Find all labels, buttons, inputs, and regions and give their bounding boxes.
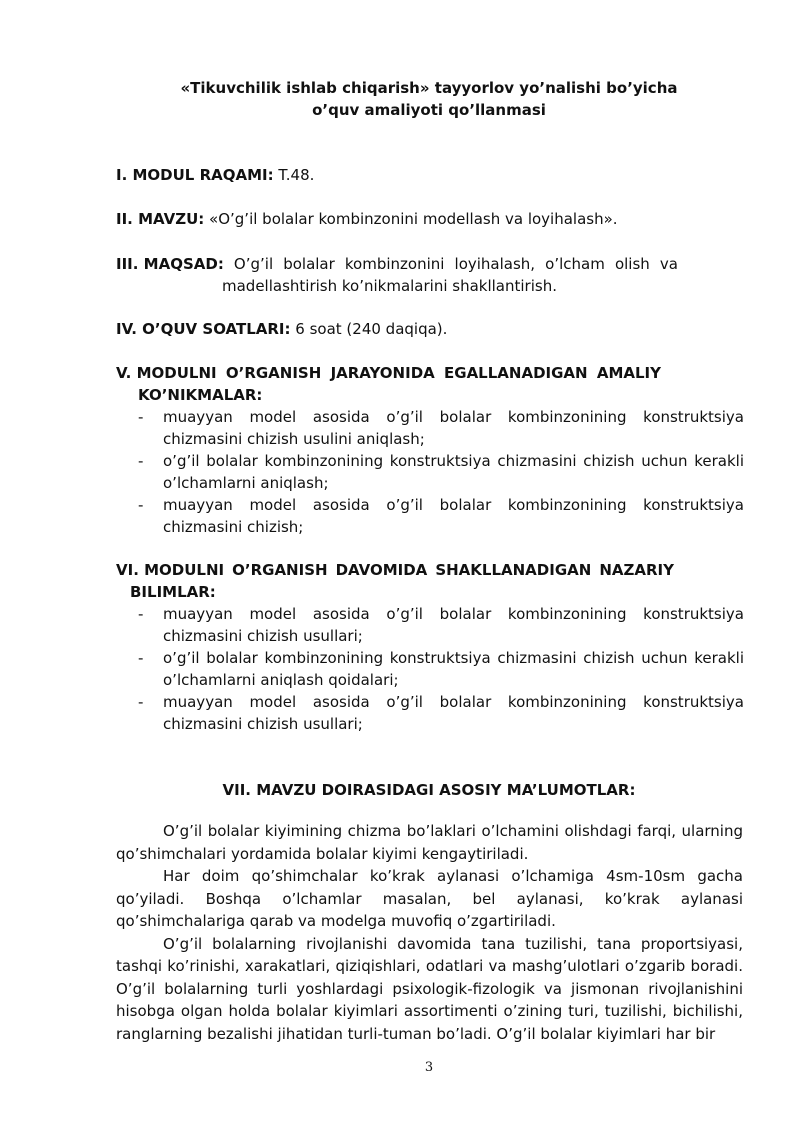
paragraph: O’g’il bolalar kiyimining chizma bo’laklari o’lchamini olishdagi farqi, ularning qo’shimchalari yordamida bolalar kiyimi kengaytiriladi. [116,822,743,863]
list-item-text: o’g’il bolalar kombinzonining konstruktsiya chizmasini chizish uchun kerakli o’lchamlarni aniqlash qoidalari; [163,649,744,689]
section-label: II. MAVZU: [116,210,205,228]
section-practical-skills-heading [116,362,744,406]
theoretical-knowledge-list [116,603,744,735]
heading-word: EGALLANADIGAN [444,364,588,382]
dash-marker: - [138,496,144,514]
list-item-text: o’g’il bolalar kombinzonining konstruktsiya chizmasini chizish uchun kerakli o’lchamlarni aniqlash; [163,452,744,492]
paragraph: Har doim qo’shimchalar ko’krak aylanasi o’lchamiga 4sm-10sm gacha qo’yiladi. Boshqa o’lchamlar masalan, bel aylanasi, ko’krak aylanasi qo’shimchalariga qarab va modelga muvofiq o’zgartiriladi. [116,867,743,930]
heading-line-1 [116,559,674,581]
section-value: «O’g’il bolalar kombinzonini modellash va loyihalash». [204,210,618,228]
dash-marker: - [138,693,144,711]
heading-line-2: BILIMLAR: [130,583,216,601]
heading-word: NAZARIY [599,561,674,579]
section-value: T.48. [273,166,315,184]
goal-word: bolalar [283,255,335,273]
heading-word: VI. MODULNI [116,561,225,579]
goal-word: O’g’il [233,255,274,273]
document-title-line-2: o’quv amaliyoti qo’llanmasi [312,101,546,119]
list-item-text: muayyan model asosida o’g’il bolalar kombinzonining konstruktsiya chizmasini chizish usullari; [163,605,744,645]
list-item [116,691,744,735]
goal-word: o’lcham [545,255,605,273]
heading-line-2: KO’NIKMALAR: [138,386,263,404]
section-theoretical-knowledge-heading [116,559,744,603]
dash-marker: - [138,605,144,623]
heading-word: AMALIY [596,364,661,382]
list-item-text: muayyan model asosida o’g’il bolalar kombinzonining konstruktsiya chizmasini chizish usulini aniqlash; [163,408,744,448]
list-item [116,647,744,691]
section-module-number [116,164,744,186]
goal-word: olish [614,255,650,273]
list-item-text: muayyan model asosida o’g’il bolalar kombinzonining konstruktsiya chizmasini chizish usullari; [163,693,744,733]
list-item [116,603,744,647]
section-label: III. MAQSAD: [116,255,224,273]
goal-word: loyihalash, [454,255,536,273]
heading-word: V. MODULNI [116,364,217,382]
section-study-hours [116,318,744,340]
practical-skills-list [116,406,744,538]
goal-line-2: madellashtirish ko’nikmalarini shakllantirish. [222,277,557,295]
section-main-info-heading: VII. MAVZU DOIRASIDAGI ASOSIY MA’LUMOTLAR: [222,781,636,799]
section-label: IV. O’QUV SOATLARI: [116,320,291,338]
goal-word: kombinzonini [344,255,445,273]
page-number: 3 [424,1060,434,1075]
section-value: 6 soat (240 daqiqa). [290,320,448,338]
heading-line-1 [116,362,661,384]
heading-word: SHAKLLANADIGAN [435,561,592,579]
list-item [116,406,744,450]
goal-word: va [659,255,678,273]
goal-line-1 [116,253,678,275]
list-item [116,450,744,494]
heading-word: DAVOMIDA [335,561,428,579]
heading-word: O’RGANISH [225,364,322,382]
heading-word: JARAYONIDA [330,364,435,382]
dash-marker: - [138,452,144,470]
paragraph: O’g’il bolalarning rivojlanishi davomida tana tuzilishi, tana proportsiyasi, tashqi ko’rinishi, xarakatlari, qiziqishlari, odatlari va mashg’ulotlari o’zgarib boradi. O’g’il bolalarning turli yoshlardagi psixologik-fizologik va jismonan rivojlanishini hisobga olgan holda bolalar kiyimlari assortimenti o’zining turi, tuzilishi, bichilishi, ranglarning bezalishi jihatidan turli-tuman bo’ladi. O’g’il bolalar kiyimlari har bir [116,934,743,1043]
list-item [116,494,744,538]
section-goal [116,253,744,297]
section-topic [116,208,744,230]
document-title-line-1: «Tikuvchilik ishlab chiqarish» tayyorlov yo’nalishi bo’yicha [180,79,678,97]
section-label: I. MODUL RAQAMI: [116,166,274,184]
list-item-text: muayyan model asosida o’g’il bolalar kombinzonining konstruktsiya chizmasini chizish; [163,496,744,536]
heading-word: O’RGANISH [232,561,328,579]
dash-marker: - [138,649,144,667]
main-info-body [116,820,743,1045]
dash-marker: - [138,408,144,426]
